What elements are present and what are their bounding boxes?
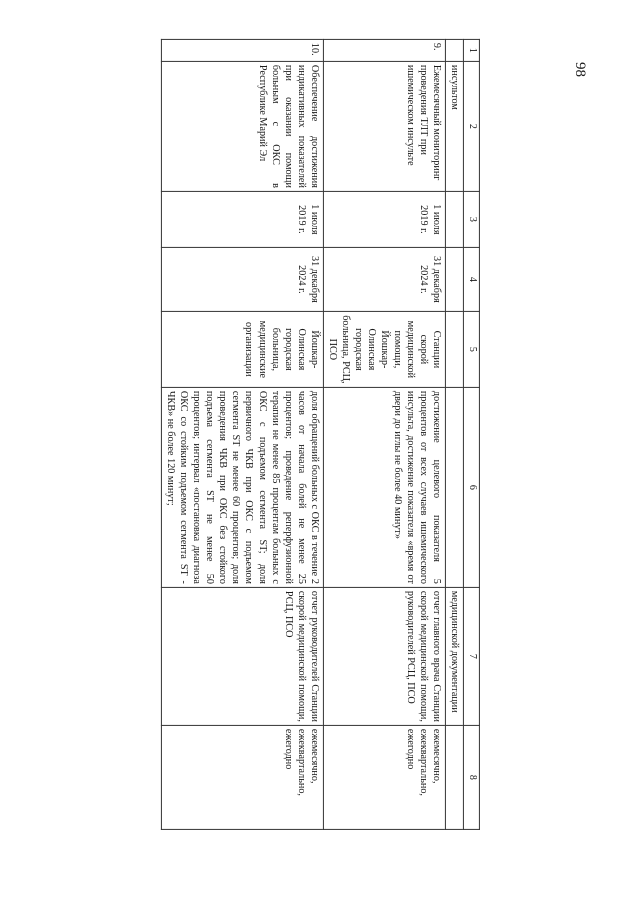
column-number: 3 <box>464 191 480 247</box>
activity-cell: Ежемесячный мониторинг проведения ТЛТ при ишемическом инсульте <box>323 61 445 191</box>
cell <box>446 39 464 61</box>
start-date-cell: 1 июля 2019 г. <box>162 191 324 247</box>
end-date-cell: 31 декабря 2024 г. <box>323 247 445 311</box>
continuation-row <box>446 39 464 829</box>
responsible-cell: Йошкар-Олинская городская больница, медицинские организации <box>162 311 324 387</box>
table-row <box>162 39 324 829</box>
column-number-row <box>464 39 480 829</box>
cell <box>446 247 464 311</box>
measures-table <box>161 39 480 830</box>
table-row <box>323 39 445 829</box>
end-date-cell: 31 декабря 2024 г. <box>162 247 324 311</box>
responsible-cell: Станции скорой медицинской помощи, Йошкар-Олинская городская больница, РСЦ, ПСО <box>323 311 445 387</box>
column-number: 2 <box>464 61 480 191</box>
column-number: 1 <box>464 39 480 61</box>
continuation-control-text: медицинской документации <box>446 587 464 725</box>
cell <box>446 191 464 247</box>
cell <box>446 311 464 387</box>
control-cell: отчет главного врача Станции скорой медицинской помощи, руководителей РСЦ, ПСО <box>323 587 445 725</box>
page-number: 98 <box>572 62 588 77</box>
column-number: 7 <box>464 587 480 725</box>
cell <box>446 725 464 829</box>
result-cell: доля обращений больных с ОКС в течение 2 часов от начала болей не менее 25 процентов; проведение реперфузионной терапии не менее 85 процентам больных с ОКС с подъемом сегмента ST; доля первичного ЧКВ при ОКС с подъемом сегмента ST не менее 60 процентов; доля проведения ЧКВ при ОКС без стойкого подъема сегмента ST не менее 50 процентов; интервал «постановка диагноза ОКС со стойким подъемом сегмента ST - ЧКВ» не более 120 минут; <box>162 387 324 587</box>
row-number: 9. <box>323 39 445 61</box>
continuation-activity-text: инсультом <box>446 61 464 191</box>
result-cell: достижение целевого показателя 5 процентов от всех случаев ишемического инсульта, достижение показателя «время от двери до иглы не более 40 минут» <box>323 387 445 587</box>
frequency-cell: ежемесячно, ежеквартально, ежегодно <box>323 725 445 829</box>
row-number: 10. <box>162 39 324 61</box>
column-number: 6 <box>464 387 480 587</box>
start-date-cell: 1 июля 2019 г. <box>323 191 445 247</box>
activity-cell: Обеспечение достижения индикативных показателей при оказании помощи больным с ОКС в Республике Марий Эл <box>162 61 324 191</box>
column-number: 4 <box>464 247 480 311</box>
cell <box>446 387 464 587</box>
column-number: 5 <box>464 311 480 387</box>
control-cell: отчет руководителей Станции скорой медицинской помощи, РСЦ, ПСО <box>162 587 324 725</box>
column-number: 8 <box>464 725 480 829</box>
frequency-cell: ежемесячно, ежеквартально, ежегодно <box>162 725 324 829</box>
